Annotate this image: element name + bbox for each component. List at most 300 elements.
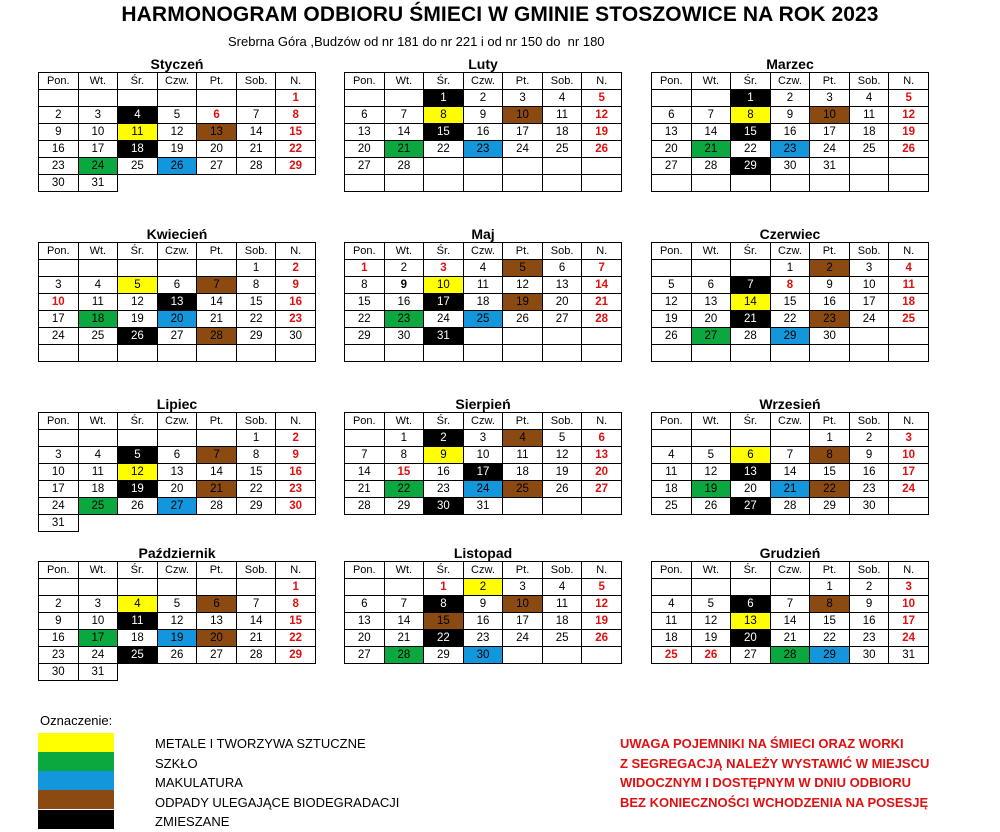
legend-label-metals-plastics: METALE I TWORZYWA SZTUCZNE [155, 736, 366, 751]
month-calendar [38, 396, 316, 532]
day-cell: 3 [78, 596, 118, 613]
week-row [652, 124, 929, 141]
day-cell: 14 [197, 294, 237, 311]
empty-day-cell [463, 158, 503, 175]
day-cell: 16 [424, 464, 464, 481]
pickup-day-brown: 8 [810, 447, 850, 464]
day-cell: 13 [652, 124, 692, 141]
day-cell: 15 [345, 294, 385, 311]
week-row [39, 277, 316, 294]
empty-day-cell [889, 175, 929, 192]
week-row [39, 158, 316, 175]
pickup-day-yellow: 12 [118, 464, 158, 481]
empty-day-cell [849, 328, 889, 345]
empty-cell [236, 175, 276, 192]
day-cell: 14 [582, 277, 622, 294]
weekday-header-row [39, 562, 316, 579]
weekday-header: Wt. [384, 413, 424, 430]
weekday-header: Wt. [78, 73, 118, 90]
warning-line-2: Z SEGREGACJĄ NALEŻY WYSTAWIĆ W MIEJSCU [620, 756, 930, 771]
legend-swatch-green [38, 752, 114, 771]
day-cell: 22 [276, 141, 316, 158]
weekday-header: Wt. [691, 413, 731, 430]
day-cell: 18 [889, 294, 929, 311]
day-cell: 28 [345, 498, 385, 515]
day-cell: 18 [652, 481, 692, 498]
empty-day-cell [197, 345, 237, 362]
empty-day-cell [582, 175, 622, 192]
day-cell: 5 [582, 90, 622, 107]
week-row [345, 277, 622, 294]
empty-day-cell [770, 345, 810, 362]
empty-day-cell [78, 90, 118, 107]
empty-day-cell [39, 579, 79, 596]
day-cell: 31 [78, 664, 118, 681]
month-calendar [344, 56, 622, 192]
empty-cell [424, 664, 464, 681]
empty-day-cell [770, 175, 810, 192]
day-cell: 16 [384, 294, 424, 311]
day-cell: 8 [236, 447, 276, 464]
day-cell: 12 [118, 294, 158, 311]
day-cell: 27 [542, 311, 582, 328]
day-cell: 2 [463, 90, 503, 107]
day-cell: 3 [78, 107, 118, 124]
empty-day-cell [731, 175, 771, 192]
day-cell: 20 [157, 481, 197, 498]
day-cell: 4 [78, 447, 118, 464]
weekday-header: Czw. [770, 243, 810, 260]
day-cell: 11 [463, 277, 503, 294]
weekday-header: Pt. [503, 562, 543, 579]
day-cell: 15 [276, 613, 316, 630]
weekday-header: Sob. [542, 562, 582, 579]
day-cell: 23 [39, 647, 79, 664]
day-cell: 17 [810, 124, 850, 141]
weekday-header: N. [276, 73, 316, 90]
empty-day-cell [236, 579, 276, 596]
empty-day-cell [731, 260, 771, 277]
day-cell: 29 [424, 647, 464, 664]
day-cell: 26 [118, 498, 158, 515]
pickup-day-yellow: 8 [424, 107, 464, 124]
day-cell: 5 [157, 107, 197, 124]
day-cell: 20 [691, 311, 731, 328]
empty-day-cell [236, 90, 276, 107]
day-cell: 27 [197, 647, 237, 664]
day-cell: 24 [78, 647, 118, 664]
month-table [344, 412, 622, 531]
month-table [38, 561, 316, 681]
day-cell: 17 [39, 311, 79, 328]
month-name: Lipiec [156, 396, 198, 412]
month-table [344, 72, 622, 192]
day-cell: 9 [384, 277, 424, 294]
day-cell: 25 [542, 141, 582, 158]
pickup-day-black: 18 [118, 141, 158, 158]
day-cell: 1 [345, 260, 385, 277]
month-name: Luty [468, 56, 498, 72]
empty-day-cell [463, 328, 503, 345]
day-cell: 24 [889, 481, 929, 498]
day-cell: 7 [582, 260, 622, 277]
empty-day-cell [652, 175, 692, 192]
pickup-day-blue: 23 [770, 141, 810, 158]
pickup-day-brown: 4 [503, 430, 543, 447]
week-row [345, 328, 622, 345]
month-calendar [344, 545, 622, 680]
pickup-day-brown: 13 [197, 124, 237, 141]
month-name: Kwiecień [146, 226, 208, 242]
empty-cell [157, 515, 197, 532]
pickup-day-black: 21 [731, 311, 771, 328]
day-cell: 3 [39, 447, 79, 464]
empty-day-cell [39, 260, 79, 277]
day-cell: 20 [582, 464, 622, 481]
empty-day-cell [849, 175, 889, 192]
weekday-header: Pon. [345, 413, 385, 430]
pickup-day-green: 21 [691, 141, 731, 158]
empty-day-cell [345, 579, 385, 596]
pickup-day-brown: 2 [810, 260, 850, 277]
day-cell: 14 [770, 464, 810, 481]
pickup-day-black: 15 [731, 124, 771, 141]
empty-day-cell [236, 345, 276, 362]
empty-day-cell [652, 90, 692, 107]
day-cell: 11 [542, 596, 582, 613]
day-cell: 17 [889, 464, 929, 481]
empty-cell [197, 664, 237, 681]
day-cell: 25 [652, 647, 692, 664]
pickup-day-yellow: 5 [118, 277, 158, 294]
day-cell: 25 [542, 630, 582, 647]
empty-day-cell [889, 498, 929, 515]
weekday-header: Pt. [503, 243, 543, 260]
pickup-day-yellow: 11 [118, 124, 158, 141]
empty-day-cell [424, 345, 464, 362]
empty-day-cell [731, 430, 771, 447]
day-cell: 3 [889, 579, 929, 596]
weekday-header: N. [582, 413, 622, 430]
empty-cell [889, 664, 929, 681]
month-name: Wrzesień [759, 396, 821, 412]
pickup-day-brown: 15 [424, 613, 464, 630]
empty-day-cell [384, 175, 424, 192]
pickup-day-blue: 19 [157, 630, 197, 647]
empty-day-cell [345, 175, 385, 192]
empty-day-cell [652, 345, 692, 362]
day-cell: 1 [424, 579, 464, 596]
day-cell: 22 [424, 141, 464, 158]
month-name: Styczeń [150, 56, 204, 72]
empty-cell [384, 515, 424, 532]
week-row [652, 277, 929, 294]
month-table [651, 242, 929, 362]
day-cell: 16 [276, 464, 316, 481]
day-cell: 30 [39, 664, 79, 681]
empty-cell [770, 515, 810, 532]
week-row [39, 328, 316, 345]
empty-cell [345, 515, 385, 532]
day-cell: 24 [39, 498, 79, 515]
pickup-day-green: 17 [78, 630, 118, 647]
weekday-header: Wt. [384, 243, 424, 260]
day-cell: 17 [849, 294, 889, 311]
day-cell: 9 [276, 277, 316, 294]
day-cell: 21 [236, 630, 276, 647]
day-cell: 19 [582, 613, 622, 630]
pickup-day-black: 5 [118, 447, 158, 464]
day-cell: 4 [652, 447, 692, 464]
empty-day-cell [691, 430, 731, 447]
pickup-day-black: 13 [731, 464, 771, 481]
day-cell: 8 [770, 277, 810, 294]
weekday-header: N. [889, 73, 929, 90]
day-cell: 3 [889, 430, 929, 447]
empty-day-cell [424, 158, 464, 175]
day-cell: 17 [889, 613, 929, 630]
weekday-header: Pt. [197, 243, 237, 260]
pickup-day-black: 22 [424, 630, 464, 647]
weekday-header: Pon. [39, 73, 79, 90]
month-name: Listopad [453, 545, 513, 561]
day-cell: 1 [384, 430, 424, 447]
day-cell: 31 [889, 647, 929, 664]
weekday-header: Sob. [236, 562, 276, 579]
day-cell: 16 [810, 294, 850, 311]
empty-cell [276, 175, 316, 192]
day-cell: 12 [157, 613, 197, 630]
weekday-header-row [652, 73, 929, 90]
day-cell: 22 [731, 141, 771, 158]
day-cell: 26 [582, 141, 622, 158]
day-cell: 24 [810, 141, 850, 158]
week-row [39, 430, 316, 447]
pickup-day-black: 2 [424, 430, 464, 447]
day-cell: 14 [236, 124, 276, 141]
day-cell: 4 [542, 579, 582, 596]
day-cell: 8 [276, 107, 316, 124]
day-cell: 25 [78, 328, 118, 345]
week-row [345, 90, 622, 107]
weekday-header: N. [582, 243, 622, 260]
empty-day-cell [503, 158, 543, 175]
weekday-header: Pon. [39, 413, 79, 430]
day-cell: 24 [503, 141, 543, 158]
pickup-day-black: 19 [118, 481, 158, 498]
weekday-header: Wt. [384, 73, 424, 90]
week-row [39, 664, 316, 681]
weekday-header: Śr. [731, 413, 771, 430]
week-row [39, 630, 316, 647]
day-cell: 19 [118, 311, 158, 328]
week-row [652, 345, 929, 362]
day-cell: 15 [236, 294, 276, 311]
week-row [652, 260, 929, 277]
day-cell: 21 [770, 630, 810, 647]
day-cell: 3 [503, 90, 543, 107]
month-name: Maj [471, 226, 495, 242]
warning-line-4: BEZ KONIECZNOŚCI WCHODZENIA NA POSESJĘ [620, 795, 929, 810]
day-cell: 4 [652, 596, 692, 613]
empty-cell [652, 664, 692, 681]
day-cell: 27 [652, 158, 692, 175]
day-cell: 6 [345, 596, 385, 613]
day-cell: 18 [78, 481, 118, 498]
empty-cell [652, 515, 692, 532]
empty-day-cell [503, 647, 543, 664]
weekday-header: Sob. [542, 243, 582, 260]
pickup-day-green: 19 [691, 481, 731, 498]
weekday-header: Pt. [197, 413, 237, 430]
week-row [652, 430, 929, 447]
day-cell: 2 [384, 260, 424, 277]
empty-day-cell [384, 90, 424, 107]
day-cell: 30 [276, 328, 316, 345]
week-row [345, 141, 622, 158]
pickup-day-green: 18 [78, 311, 118, 328]
empty-day-cell [691, 345, 731, 362]
empty-day-cell [691, 175, 731, 192]
day-cell: 6 [197, 107, 237, 124]
day-cell: 4 [463, 260, 503, 277]
weekday-header: Pon. [652, 562, 692, 579]
pickup-day-brown: 7 [197, 447, 237, 464]
day-cell: 9 [770, 107, 810, 124]
week-row [345, 158, 622, 175]
day-cell: 30 [39, 175, 79, 192]
week-row [652, 107, 929, 124]
empty-cell [118, 664, 158, 681]
day-cell: 18 [542, 124, 582, 141]
empty-day-cell [691, 260, 731, 277]
day-cell: 27 [345, 647, 385, 664]
weekday-header: Wt. [691, 562, 731, 579]
day-cell: 9 [463, 596, 503, 613]
weekday-header: Wt. [78, 243, 118, 260]
pickup-day-black: 20 [731, 630, 771, 647]
pickup-day-black: 7 [731, 277, 771, 294]
month-calendar [344, 226, 622, 362]
month-name: Październik [138, 545, 216, 561]
day-cell: 5 [691, 596, 731, 613]
weekday-header: Czw. [157, 73, 197, 90]
day-cell: 10 [849, 277, 889, 294]
week-row [39, 579, 316, 596]
week-row [39, 90, 316, 107]
empty-cell [78, 515, 118, 532]
empty-day-cell [582, 158, 622, 175]
day-cell: 22 [276, 630, 316, 647]
pickup-day-yellow: 2 [463, 579, 503, 596]
day-cell: 9 [39, 613, 79, 630]
day-cell: 2 [770, 90, 810, 107]
weekday-header: Śr. [424, 562, 464, 579]
day-cell: 29 [236, 328, 276, 345]
day-cell: 4 [78, 277, 118, 294]
day-cell: 30 [849, 647, 889, 664]
day-cell: 12 [691, 464, 731, 481]
day-cell: 28 [384, 158, 424, 175]
day-cell: 13 [197, 613, 237, 630]
day-cell: 7 [384, 596, 424, 613]
day-cell: 16 [849, 613, 889, 630]
week-row [39, 107, 316, 124]
empty-cell [810, 664, 850, 681]
week-row [39, 260, 316, 277]
empty-day-cell [118, 260, 158, 277]
day-cell: 25 [118, 158, 158, 175]
day-cell: 29 [810, 498, 850, 515]
pickup-day-brown: 10 [810, 107, 850, 124]
day-cell: 26 [691, 647, 731, 664]
day-cell: 27 [345, 158, 385, 175]
week-row [652, 90, 929, 107]
week-row [345, 647, 622, 664]
day-cell: 24 [849, 311, 889, 328]
empty-day-cell [118, 579, 158, 596]
month-calendar [651, 56, 929, 192]
day-cell: 26 [889, 141, 929, 158]
day-cell: 22 [770, 311, 810, 328]
pickup-day-blue: 29 [810, 647, 850, 664]
pickup-day-blue: 21 [770, 481, 810, 498]
empty-cell [118, 515, 158, 532]
day-cell: 18 [542, 613, 582, 630]
day-cell: 7 [770, 447, 810, 464]
day-cell: 8 [236, 277, 276, 294]
day-cell: 12 [652, 294, 692, 311]
day-cell: 1 [236, 260, 276, 277]
week-row [345, 596, 622, 613]
day-cell: 11 [849, 107, 889, 124]
day-cell: 29 [276, 158, 316, 175]
pickup-day-black: 17 [424, 294, 464, 311]
month-calendar [38, 545, 316, 681]
day-cell: 6 [652, 107, 692, 124]
day-cell: 28 [770, 498, 810, 515]
empty-day-cell [770, 430, 810, 447]
day-cell: 9 [463, 107, 503, 124]
empty-cell [157, 175, 197, 192]
day-cell: 14 [384, 613, 424, 630]
day-cell: 16 [39, 630, 79, 647]
day-cell: 7 [345, 447, 385, 464]
day-cell: 6 [582, 430, 622, 447]
day-cell: 11 [78, 464, 118, 481]
month-calendar [651, 545, 929, 680]
day-cell: 7 [770, 596, 810, 613]
pickup-day-blue: 29 [770, 328, 810, 345]
day-cell: 16 [39, 141, 79, 158]
empty-cell [463, 664, 503, 681]
empty-day-cell [770, 579, 810, 596]
day-cell: 29 [384, 498, 424, 515]
month-table [38, 242, 316, 362]
day-cell: 18 [118, 630, 158, 647]
weekday-header: N. [889, 562, 929, 579]
empty-day-cell [118, 430, 158, 447]
month-calendar [651, 396, 929, 531]
pickup-day-brown: 19 [503, 294, 543, 311]
month-table [38, 72, 316, 192]
pickup-day-black: 27 [731, 498, 771, 515]
pickup-day-black: 1 [424, 90, 464, 107]
pickup-day-brown: 6 [197, 596, 237, 613]
day-cell: 18 [652, 630, 692, 647]
day-cell: 3 [503, 579, 543, 596]
empty-day-cell [197, 260, 237, 277]
